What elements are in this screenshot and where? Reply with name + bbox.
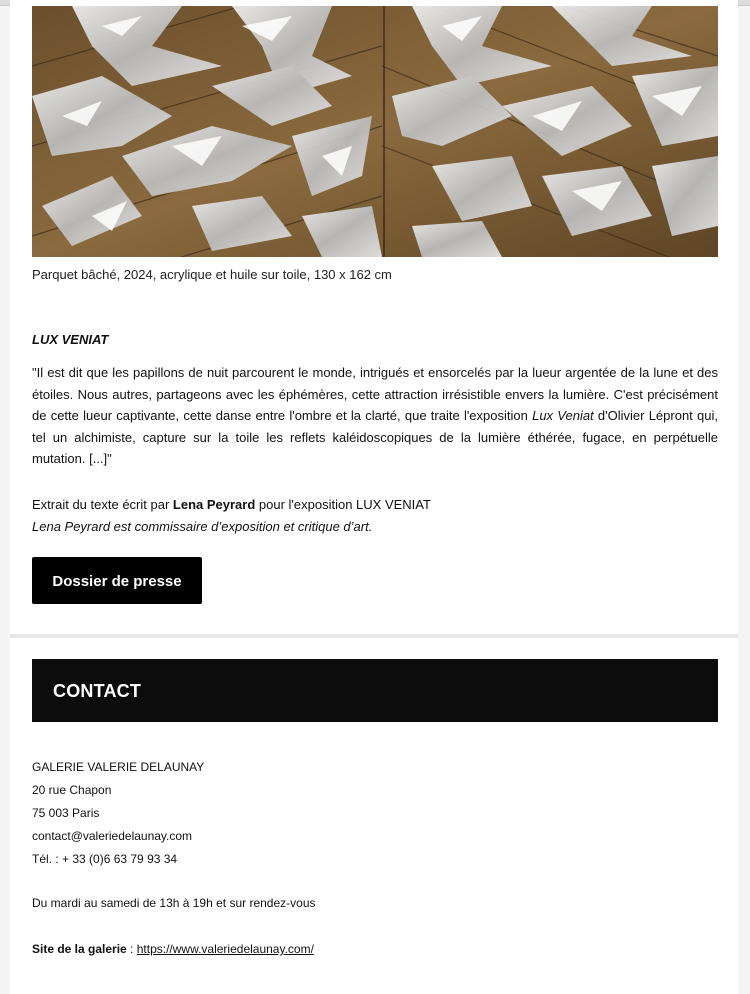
gallery-name: GALERIE VALERIE DELAUNAY <box>32 760 205 774</box>
quote-text-part2: d'Olivier Lépront qui, tel un alchimiste, capture sur la toile les reflets kaléidoscopiques de la lumière éthérée, fugace, en perpétuelle mutation. [...]" <box>32 408 718 466</box>
quote-italic-title: Lux Veniat <box>532 408 594 423</box>
exhibition-quote <box>32 362 718 470</box>
extract-suffix: pour l'exposition LUX VENIAT <box>255 497 431 512</box>
press-kit-button[interactable]: Dossier de presse <box>32 557 202 604</box>
author-role: Lena Peyrard est commissaire d’exposition et critique d’art. <box>32 519 373 534</box>
painting-image-icon <box>32 6 718 257</box>
opening-hours: Du mardi au samedi de 13h à 19h et sur rendez-vous <box>32 896 316 910</box>
gallery-site-line <box>32 941 314 957</box>
gallery-city: 75 003 Paris <box>32 806 100 820</box>
site-separator: : <box>126 942 137 956</box>
author-name: Lena Peyrard <box>172 497 256 512</box>
gallery-phone: Tél. : + 33 (0)6 63 79 93 34 <box>32 852 178 866</box>
site-label: Site de la galerie <box>32 942 127 956</box>
contact-heading: CONTACT <box>53 681 142 701</box>
artwork-image <box>32 6 718 257</box>
contact-header <box>32 659 718 722</box>
extract-prefix: Extrait du texte écrit par <box>32 497 173 512</box>
exhibition-title: LUX VENIAT <box>32 332 109 347</box>
extract-credit <box>32 494 431 538</box>
gallery-site-link[interactable]: https://www.valeriedelaunay.com/ <box>136 942 314 956</box>
gallery-street: 20 rue Chapon <box>32 783 112 797</box>
artwork-caption: Parquet bâché, 2024, acrylique et huile sur toile, 130 x 162 cm <box>32 267 392 282</box>
gallery-email: contact@valeriedelaunay.com <box>32 829 193 843</box>
quote-text-part1: "Il est dit que les papillons de nuit parcourent le monde, intrigués et ensorcelés par la lueur argentée de la lune et des étoiles. Nous autres, partageons avec les éphémères, cette attraction irrésistible envers la lumière. C'est précisément de cette lueur captivante, cette danse entre l'ombre et la clarté, que traite l'exposition <box>32 365 718 423</box>
gallery-address <box>32 756 204 871</box>
